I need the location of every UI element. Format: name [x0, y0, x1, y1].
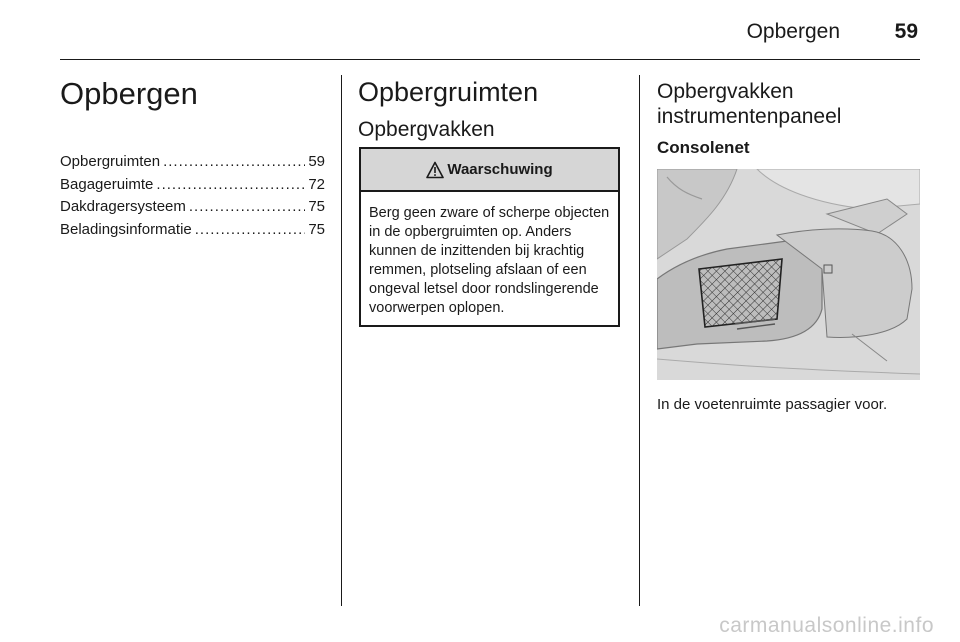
- toc-entry-page: 59: [308, 153, 325, 170]
- warning-box: [359, 147, 620, 327]
- toc-entry-page: 75: [308, 198, 325, 215]
- page-number: 59: [894, 20, 918, 43]
- toc-entry[interactable]: [60, 196, 325, 219]
- toc-entry[interactable]: [60, 151, 325, 174]
- toc-dot-leader: [195, 219, 306, 242]
- toc-entry-page: 75: [308, 220, 325, 238]
- toc-dot-leader: [156, 174, 305, 197]
- toc-entry-page: 72: [308, 175, 325, 193]
- toc-entry-label: Bagageruimte: [60, 175, 154, 193]
- section-title-dashboard: Opbergvakken instrumentenpaneel: [657, 80, 842, 128]
- column-divider-right: [639, 75, 640, 606]
- toc-entry[interactable]: [60, 174, 325, 197]
- toc-entry-label: Dakdragersysteem: [60, 198, 186, 215]
- section-title: Opbergruimten: [358, 77, 539, 107]
- toc-entry[interactable]: [60, 219, 325, 242]
- toc-dot-leader: [163, 151, 305, 174]
- page-header-title: Opbergen: [746, 20, 840, 43]
- toc-dot-leader: [189, 196, 305, 219]
- figure-caption: In de voetenruimte passagier voor.: [657, 396, 888, 413]
- consolenet-illustration: [657, 169, 920, 380]
- subsection-title-consolenet: Consolenet: [657, 138, 750, 157]
- header-rule: [60, 59, 920, 60]
- warning-title: Waarschuwing: [447, 161, 553, 178]
- warning-text: Berg geen zware of scherpe objecten in de opbergruimten op. Anders kunnen de inzittenden bij krachtig remmen, plotseling afslaan of een ongeval letsel door rondslingerende voorwerpen oplopen.: [369, 205, 610, 316]
- chapter-title: Opbergen: [60, 76, 198, 111]
- table-of-contents: [60, 151, 325, 241]
- toc-entry-label: Opbergruimten: [60, 153, 161, 170]
- subsection-title: Opbergvakken: [358, 118, 495, 141]
- toc-entry-label: Beladingsinformatie: [60, 220, 192, 238]
- warning-triangle-icon: [426, 161, 444, 179]
- watermark: carmanualsonline.info: [719, 614, 934, 637]
- column-divider-left: [341, 75, 342, 606]
- warning-header: [361, 149, 618, 192]
